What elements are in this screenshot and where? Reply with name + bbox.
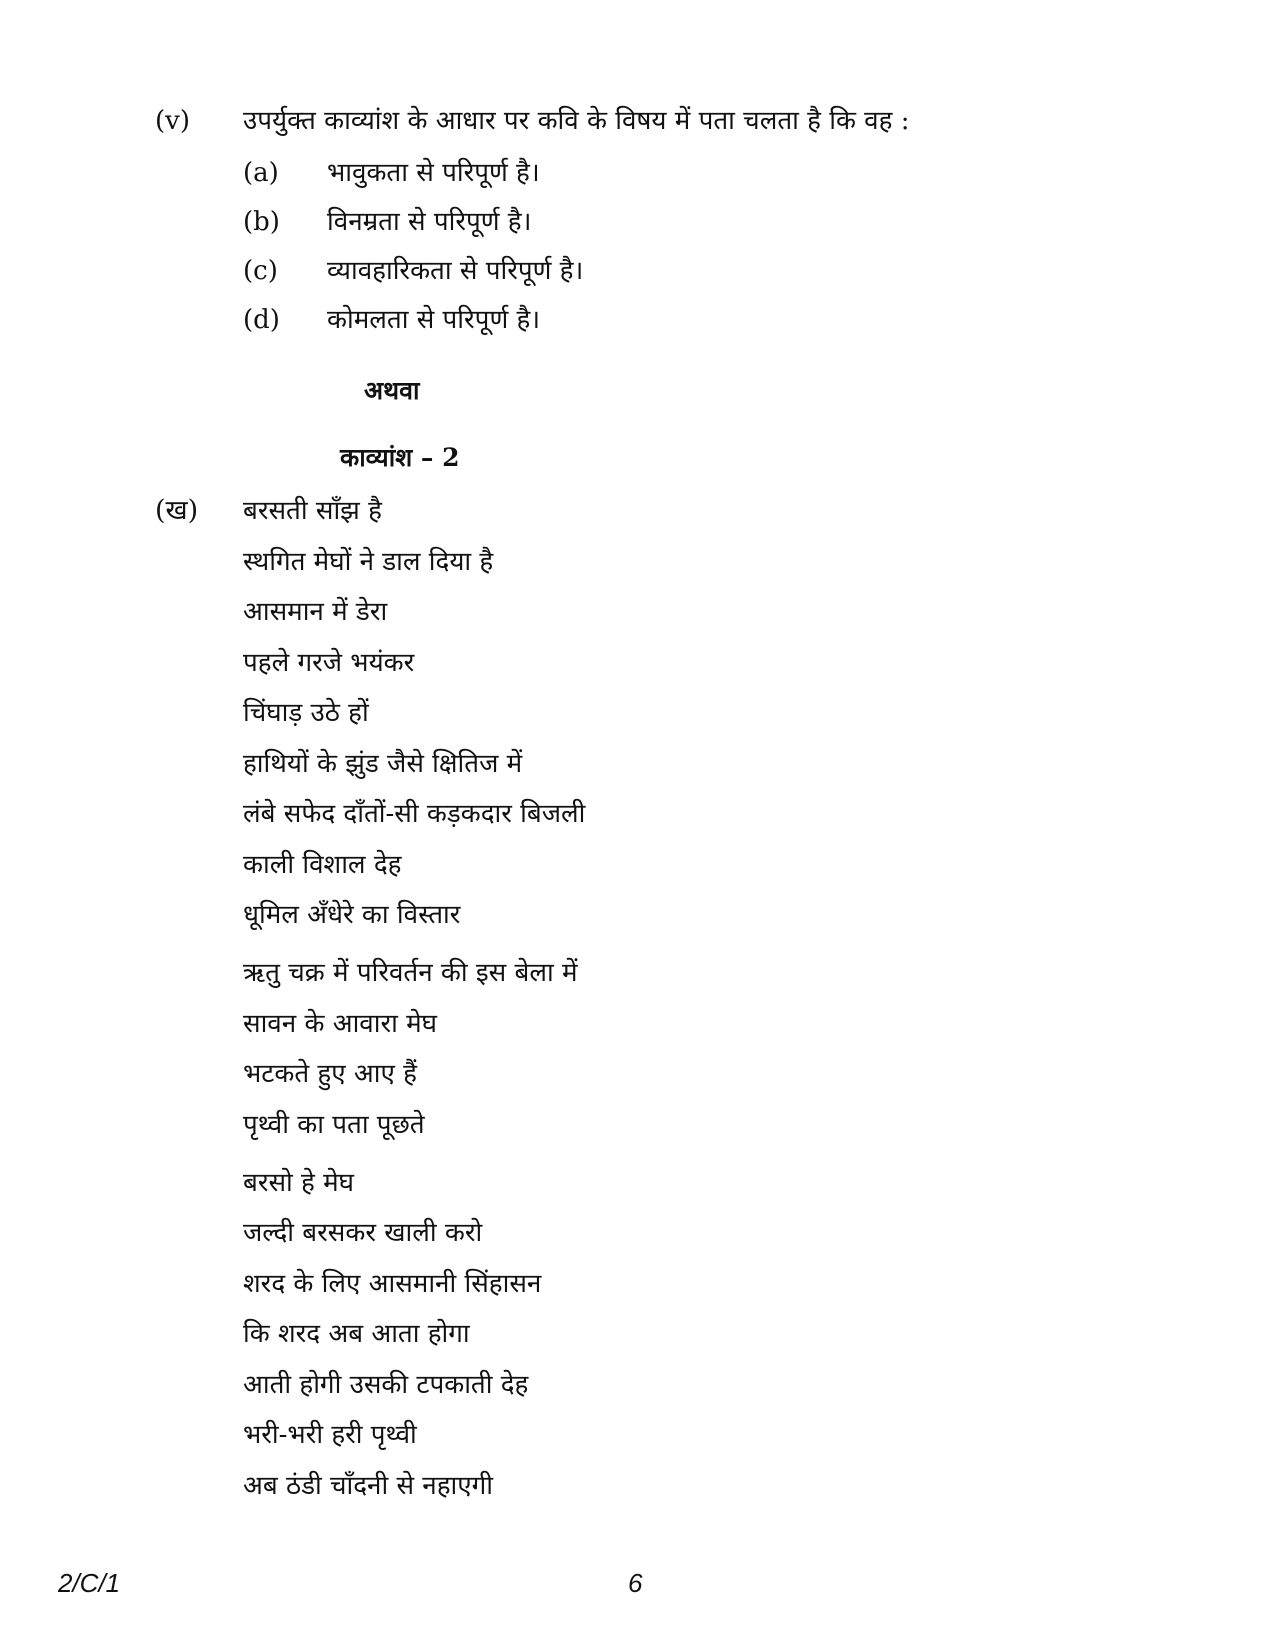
option-label: (d) [243,305,280,335]
poem-line: ऋतु चक्र में परिवर्तन की इस बेला में [243,958,578,988]
option-text: विनम्रता से परिपूर्ण है। [327,207,532,237]
paper-code: 2/C/1 [58,1568,121,1598]
poem-line: भरी-भरी हरी पृथ्वी [243,1420,417,1450]
poem-line: हाथियों के झुंड जैसे क्षितिज में [243,748,523,779]
poem [243,494,585,1519]
poem-line: अब ठंडी चाँदनी से नहाएगी [243,1470,494,1501]
poem-line: बरसती साँझ है [243,496,382,526]
poem-line: स्थगित मेघों ने डाल दिया है [243,546,494,577]
poem-line: सावन के आवारा मेघ [243,1008,438,1039]
poem-line: चिंघाड़ उठे हों [243,698,369,728]
poem-line: लंबे सफेद दाँतों-सी कड़कदार बिजली [243,799,586,829]
poem-line: जल्दी बरसकर खाली करो [243,1218,483,1248]
option-c [243,254,583,288]
page-number: 6 [628,1568,643,1598]
poem-line: पहले गरजे भयंकर [243,647,415,678]
option-text: भावुकता से परिपूर्ण है। [327,158,540,188]
option-label: (c) [243,256,278,286]
option-d [243,303,540,337]
poem-line: कि शरद अब आता होगा [243,1319,470,1349]
poem-line: भटकते हुए आए हैं [243,1059,417,1089]
option-text: कोमलता से परिपूर्ण है। [327,305,541,335]
poem-line: पृथ्वी का पता पूछते [243,1109,425,1140]
option-text: व्यावहारिकता से परिपूर्ण है। [327,256,584,286]
option-label: (a) [243,158,279,188]
poem-line: आती होगी उसकी टपकाती देह [243,1369,529,1400]
option-label: (b) [243,207,280,237]
question-number: (v) [155,106,190,136]
option-b [243,205,531,239]
section-label: (ख) [155,495,199,526]
option-a [243,156,540,190]
poem-line: शरद के लिए आसमानी सिंहासन [243,1268,542,1299]
passage-heading: काव्यांश – 2 [340,443,460,472]
question-text: उपर्युक्त काव्यांश के आधार पर कवि के विषय में पता चलता है कि वह : [243,106,910,136]
poem-line: बरसो हे मेघ [243,1167,355,1198]
or-heading: अथवा [364,376,420,405]
poem-line: धूमिल अँधेरे का विस्तार [243,900,461,930]
poem-line: काली विशाल देह [243,849,402,880]
poem-line: आसमान में डेरा [243,597,388,627]
